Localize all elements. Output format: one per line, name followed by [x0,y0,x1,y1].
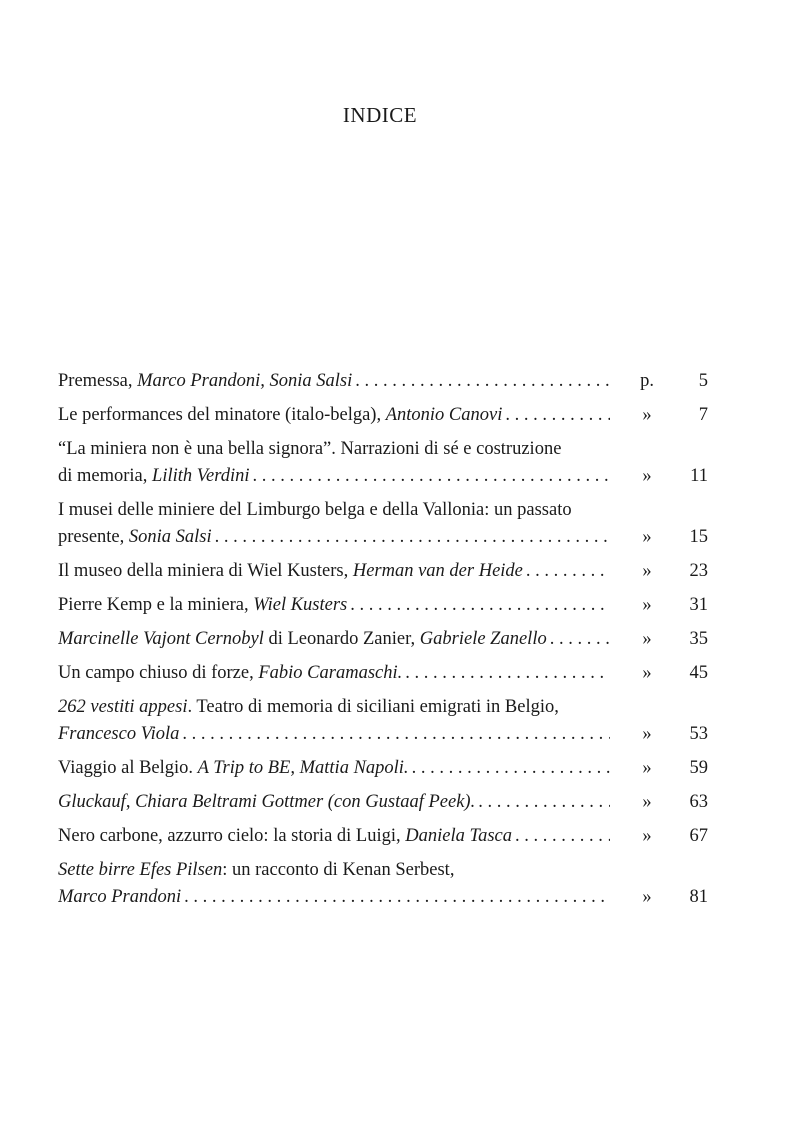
entry-text: Le performances del minatore (italo-belga), Antonio Canovi [58,405,503,425]
page-number: 81 [689,887,708,907]
entry-author: Sonia Salsi [128,527,212,547]
page-number: 63 [689,792,708,812]
entry-text: Pierre Kemp e la miniera, Wiel Kusters [58,595,348,615]
toc-entry[interactable] [58,660,708,687]
toc-entry[interactable] [58,789,708,816]
page-marker: » [642,561,652,581]
entry-author: Francesco Viola [58,724,180,744]
toc-entry[interactable] [58,694,708,748]
entry-work-title: Sette birre Efes Pilsen [58,860,223,880]
page-title: INDICE [342,103,418,127]
page-number: 45 [689,663,708,683]
dot-leader [182,721,610,748]
entry-author: Antonio Canovi [385,405,503,425]
entry-first-line: “La miniera non è una bella signora”. Narrazioni di sé e costruzione [58,439,562,459]
toc-entry[interactable] [58,592,708,619]
page-number: 35 [689,629,708,649]
dot-leader [215,524,610,551]
entry-text: Premessa, Marco Prandoni, Sonia Salsi [58,371,353,391]
page-number: 23 [689,561,708,581]
entry-text: di memoria, Lilith Verdini [58,466,250,486]
page-number: 67 [689,826,708,846]
dot-leader [405,660,610,687]
toc-entry[interactable] [58,857,708,911]
entry-work-title: 262 vestiti appesi [58,697,188,717]
entry-text: Viaggio al Belgio. A Trip to BE, Mattia Napoli. [58,758,409,778]
page-number: 15 [689,527,708,547]
page-number: 53 [689,724,708,744]
entry-author: A Trip to BE, Mattia Napoli. [197,758,409,778]
page-number: 5 [698,371,708,391]
toc-entry[interactable] [58,402,708,429]
page-marker: » [642,724,652,744]
dot-leader [515,823,610,850]
page-marker: » [642,887,652,907]
entry-text [58,884,181,911]
entry-first-line: 262 vestiti appesi . Teatro di memoria di siciliani emigrati in Belgio, [58,694,618,721]
table-of-contents [58,368,708,911]
toc-entry[interactable] [58,626,708,653]
page-marker: » [642,466,652,486]
entry-author: Marco Prandoni, Sonia Salsi [137,371,353,391]
page-marker: p. [640,371,654,391]
entry-text: presente, Sonia Salsi [58,527,212,547]
dot-leader [184,884,610,911]
toc-entry[interactable] [58,823,708,850]
entry-author: Marco Prandoni [58,887,182,907]
entry-first-line: I musei delle miniere del Limburgo belga e della Vallonia: un passato [58,500,572,520]
entry-text: Marcinelle Vajont Cernobyl di Leonardo Zanier, Gabriele Zanello [58,629,547,649]
page-number: 31 [689,595,708,615]
entry-text: Un campo chiuso di forze, Fabio Caramaschi. [58,663,403,683]
toc-entry[interactable] [58,497,708,551]
entry-first-line: Sette birre Efes Pilsen : un racconto di Kenan Serbest, [58,857,618,884]
toc-entry[interactable] [58,558,708,585]
dot-leader [350,592,610,619]
entry-author: Herman van der Heide [352,561,523,581]
page-number: 7 [698,405,708,425]
toc-entry[interactable] [58,436,708,490]
entry-author: Lilith Verdini [152,466,250,486]
page-number: 59 [689,758,708,778]
dot-leader [412,755,610,782]
page-marker: » [642,826,652,846]
page-marker: » [642,792,652,812]
entry-text: Gluckauf, Chiara Beltrami Gottmer (con Gustaaf Peek). [58,792,476,812]
entry-work-title: Gluckauf [58,792,126,812]
dot-leader [505,402,610,429]
entry-text [58,721,179,748]
page-marker: » [642,663,652,683]
page-marker: » [642,758,652,778]
page-marker: » [642,405,652,425]
entry-author: Fabio Caramaschi. [258,663,403,683]
entry-work-title: Marcinelle Vajont Cernobyl [58,629,264,649]
entry-author: Gabriele Zanello [419,629,547,649]
entry-author: Wiel Kusters [253,595,348,615]
entry-text: Il museo della miniera di Wiel Kusters, Herman van der Heide [58,561,523,581]
page-marker: » [642,629,652,649]
dot-leader [526,558,610,585]
dot-leader [478,789,610,816]
dot-leader [355,368,610,395]
toc-entry[interactable] [58,755,708,782]
entry-author: Daniela Tasca [405,826,512,846]
entry-author: Chiara Beltrami Gottmer (con Gustaaf Peek). [135,792,476,812]
dot-leader [253,463,610,490]
page-marker: » [642,595,652,615]
page-number: 11 [690,466,708,486]
dot-leader [550,626,610,653]
entry-text: Nero carbone, azzurro cielo: la storia di Luigi, Daniela Tasca [58,826,512,846]
page-marker: » [642,527,652,547]
toc-entry[interactable] [58,368,708,395]
